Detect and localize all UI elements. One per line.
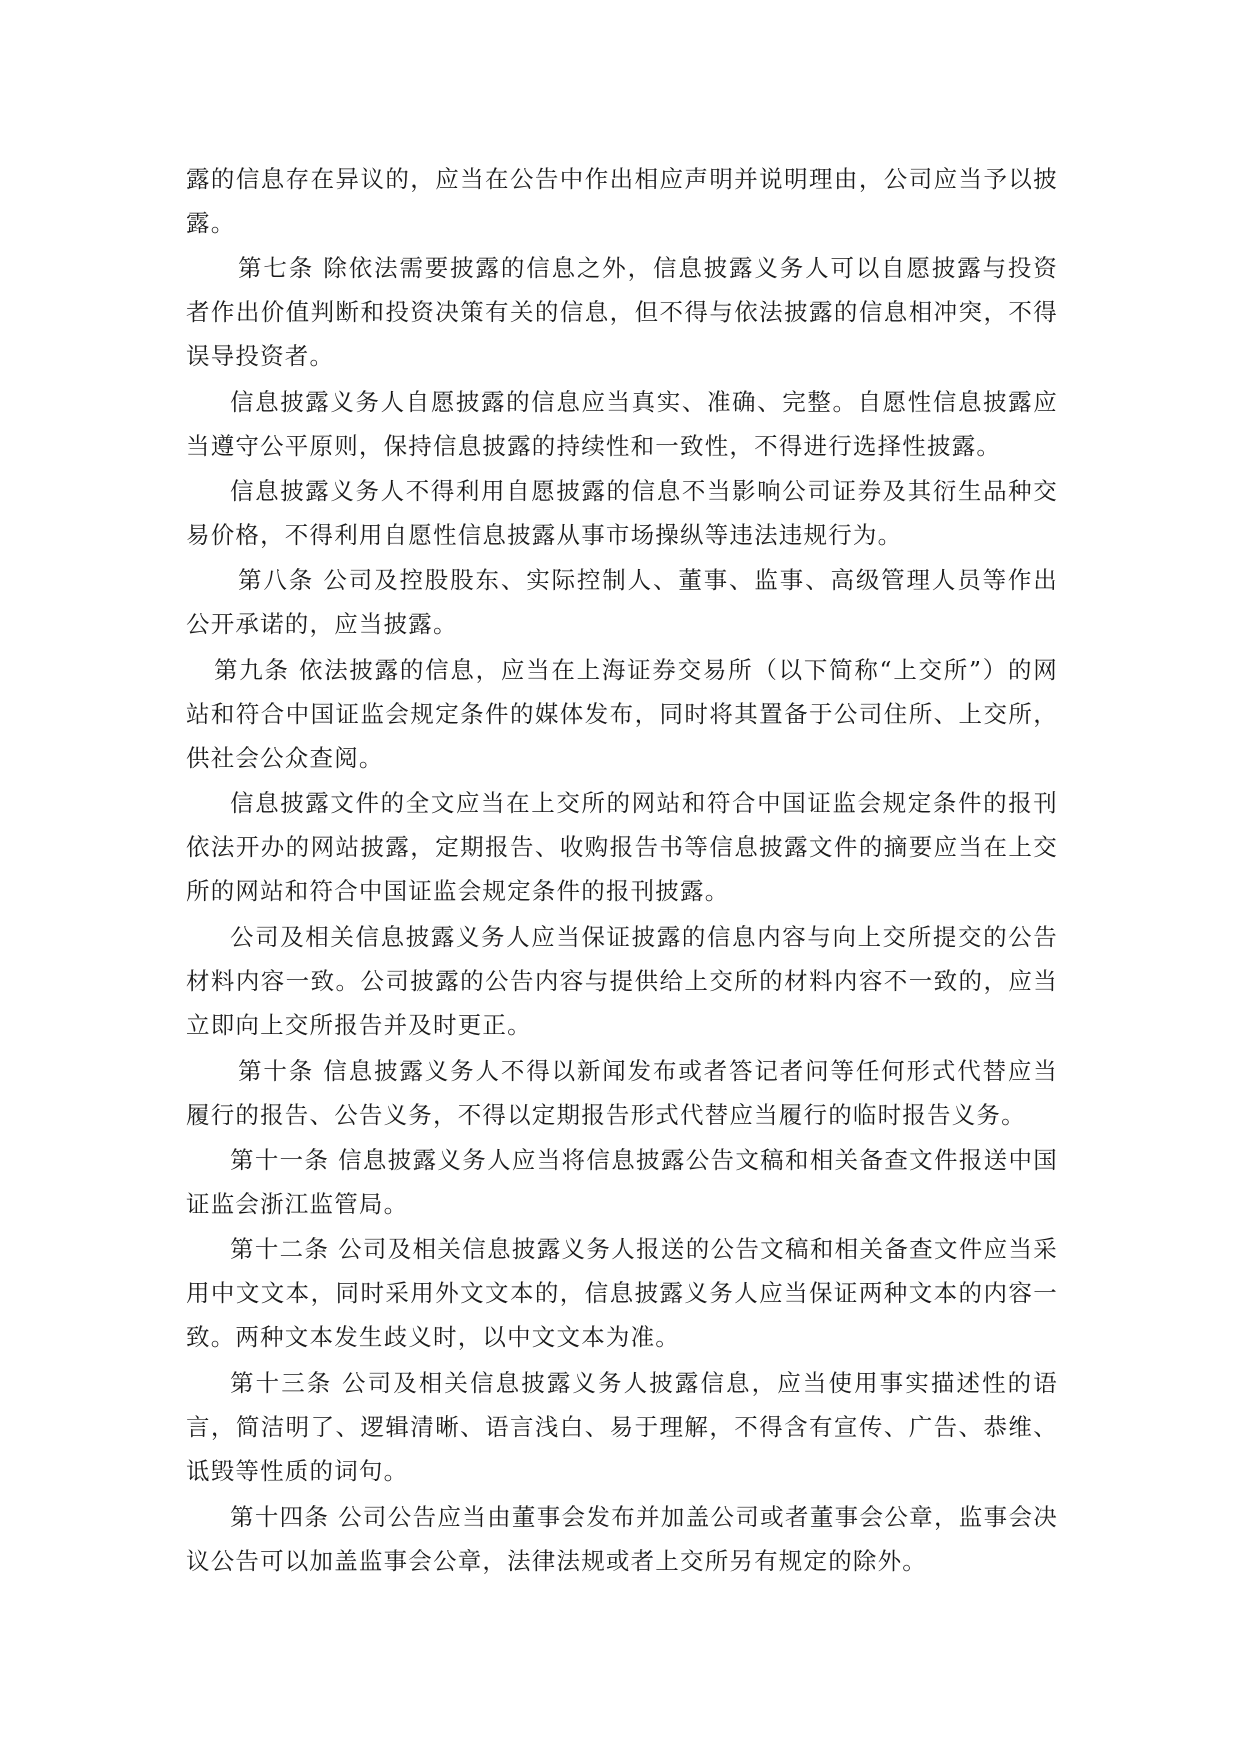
paragraph-continuation: 露的信息存在异议的，应当在公告中作出相应声明并说明理由，公司应当予以披露。 <box>186 165 1058 237</box>
paragraph-voluntary-disclosure: 信息披露义务人自愿披露的信息应当真实、准确、完整。自愿性信息披露应当遵守公平原则，保持信息披露的持续性和一致性，不得进行选择性披露。 <box>186 388 1058 460</box>
paragraph-article-8: 第八条 公司及控股股东、实际控制人、董事、监事、高级管理人员等作出公开承诺的，应当披露。 <box>186 566 1058 638</box>
paragraph-article-9: 第九条 依法披露的信息，应当在上海证券交易所（以下简称“上交所”）的网站和符合中国证监会规定条件的媒体发布，同时将其置备于公司住所、上交所，供社会公众查阅。 <box>186 656 1058 772</box>
paragraph-article-12: 第十二条 公司及相关信息披露义务人报送的公告文稿和相关备查文件应当采用中文文本，同时采用外文文本的，信息披露义务人应当保证两种文本的内容一致。两种文本发生歧义时，以中文文本为准。 <box>186 1235 1058 1351</box>
paragraph-article-10: 第十条 信息披露义务人不得以新闻发布或者答记者问等任何形式代替应当履行的报告、公告义务，不得以定期报告形式代替应当履行的临时报告义务。 <box>186 1057 1058 1129</box>
paragraph-full-text-disclosure: 信息披露文件的全文应当在上交所的网站和符合中国证监会规定条件的报刊依法开办的网站披露，定期报告、收购报告书等信息披露文件的摘要应当在上交所的网站和符合中国证监会规定条件的报刊披露。 <box>186 789 1058 905</box>
paragraph-article-11: 第十一条 信息披露义务人应当将信息披露公告文稿和相关备查文件报送中国证监会浙江监管局。 <box>186 1146 1058 1218</box>
paragraph-voluntary-restriction: 信息披露义务人不得利用自愿披露的信息不当影响公司证券及其衍生品种交易价格，不得利用自愿性信息披露从事市场操纵等违法违规行为。 <box>186 477 1058 549</box>
paragraph-article-7: 第七条 除依法需要披露的信息之外，信息披露义务人可以自愿披露与投资者作出价值判断和投资决策有关的信息，但不得与依法披露的信息相冲突，不得误导投资者。 <box>186 254 1058 370</box>
paragraph-article-14: 第十四条 公司公告应当由董事会发布并加盖公司或者董事会公章，监事会决议公告可以加盖监事会公章，法律法规或者上交所另有规定的除外。 <box>186 1503 1058 1575</box>
paragraph-content-consistency: 公司及相关信息披露义务人应当保证披露的信息内容与向上交所提交的公告材料内容一致。公司披露的公告内容与提供给上交所的材料内容不一致的，应当立即向上交所报告并及时更正。 <box>186 923 1058 1039</box>
paragraph-article-13: 第十三条 公司及相关信息披露义务人披露信息，应当使用事实描述性的语言，简洁明了、逻辑清晰、语言浅白、易于理解，不得含有宣传、广告、恭维、诋毁等性质的词句。 <box>186 1369 1058 1485</box>
